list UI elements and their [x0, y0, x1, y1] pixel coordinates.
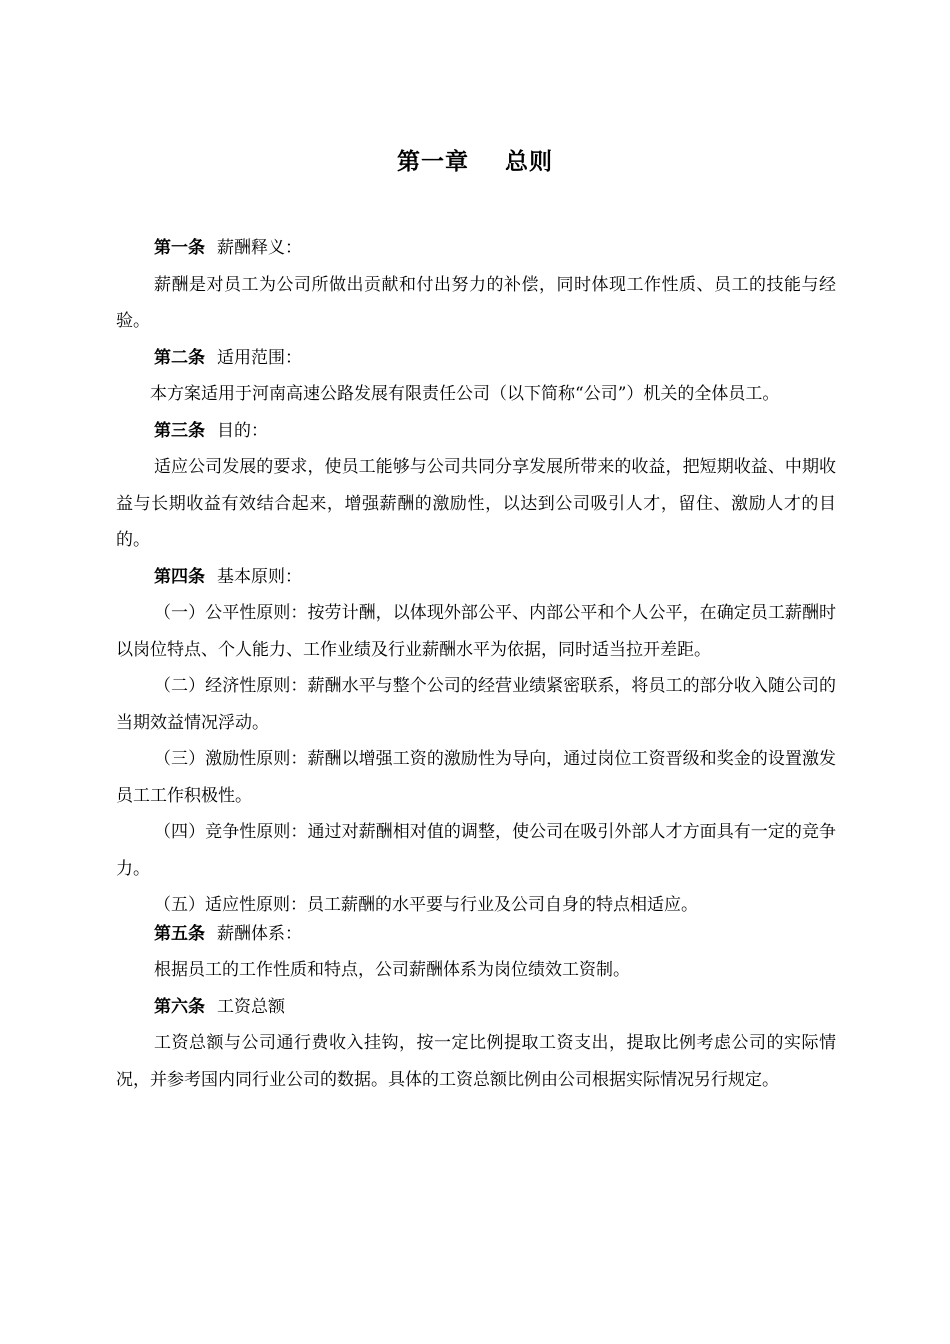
paragraph: 本方案适用于河南高速公路发展有限责任公司（以下简称“公司”）机关的全体员工。: [150, 384, 780, 404]
article-number: 第五条: [154, 923, 205, 944]
article-number: 第六条: [154, 996, 205, 1017]
article-heading: [116, 230, 836, 267]
article-heading: [116, 559, 836, 596]
article-title: 基本原则：: [217, 566, 302, 587]
paragraph: （一）公平性原则：按劳计酬，以体现外部公平、内部公平和个人公平，在确定员工薪酬时以岗位特点、个人能力、工作业绩及行业薪酬水平为依据，同时适当拉开差距。: [116, 603, 836, 660]
paragraph: （二）经济性原则：薪酬水平与整个公司的经营业绩紧密联系，将员工的部分收入随公司的当期效益情况浮动。: [116, 676, 836, 733]
article-number: 第二条: [154, 347, 205, 368]
article-title: 工资总额: [217, 996, 285, 1017]
chapter-title: 第一章 总则: [396, 149, 554, 175]
paragraph: 薪酬是对员工为公司所做出贡献和付出努力的补偿，同时体现工作性质、员工的技能与经验。: [116, 274, 836, 331]
article-heading: [116, 340, 836, 377]
article-title: 薪酬释义：: [217, 238, 302, 258]
paragraph: 适应公司发展的要求，使员工能够与公司共同分享发展所带来的收益，把短期收益、中期收益与长期收益有效结合起来，增强薪酬的激励性，以达到公司吸引人才，留住、激励人才的目的。: [116, 457, 836, 550]
paragraph: （三）激励性原则：薪酬以增强工资的激励性为导向，通过岗位工资晋级和奖金的设置激发员工工作积极性。: [116, 749, 836, 806]
article-title: 薪酬体系：: [217, 923, 302, 944]
article-number: 第三条: [154, 420, 205, 441]
paragraph: （五）适应性原则：员工薪酬的水平要与行业及公司自身的特点相适应。: [154, 895, 698, 915]
paragraph: （四）竞争性原则：通过对薪酬相对值的调整，使公司在吸引外部人才方面具有一定的竞争力。: [116, 822, 836, 879]
paragraph: 工资总额与公司通行费收入挂钩，按一定比例提取工资支出，提取比例考虑公司的实际情况，并参考国内同行业公司的数据。具体的工资总额比例由公司根据实际情况另行规定。: [116, 1033, 836, 1090]
article-title: 目的：: [217, 420, 268, 441]
document-body: [116, 230, 836, 1098]
article-number: 第四条: [154, 566, 205, 587]
paragraph: 根据员工的工作性质和特点，公司薪酬体系为岗位绩效工资制。: [154, 960, 630, 980]
article-heading: [116, 413, 836, 450]
article-number: 第一条: [154, 238, 205, 258]
article-heading: [116, 989, 836, 1026]
article-title: 适用范围：: [217, 347, 302, 368]
